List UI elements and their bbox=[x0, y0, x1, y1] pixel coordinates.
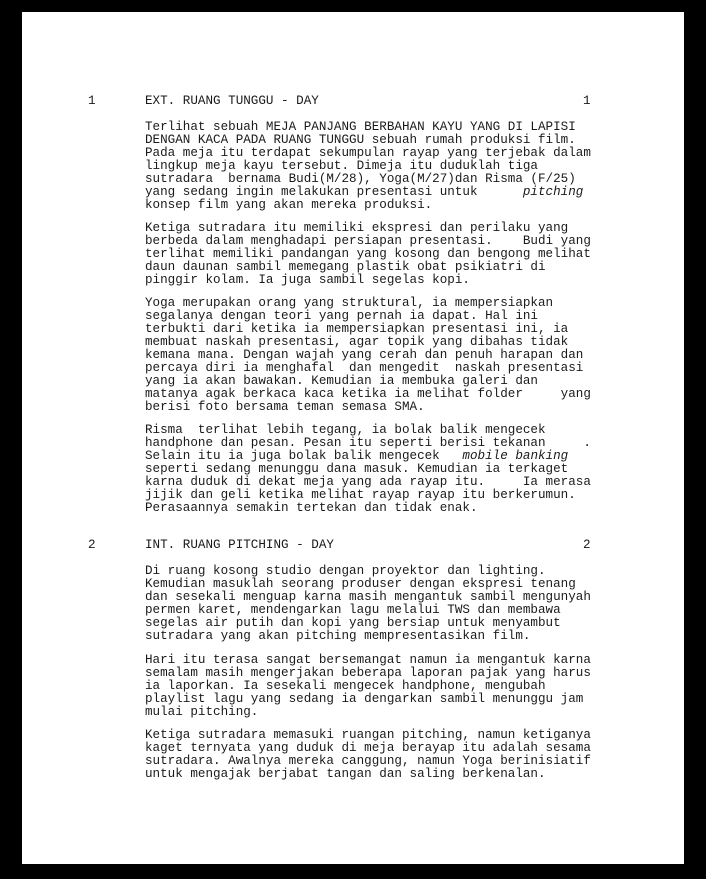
action-line: pinggir kolam. Ia juga sambil segelas kopi. bbox=[145, 272, 470, 287]
action-paragraph bbox=[145, 424, 590, 515]
action-line: berisi foto bersama teman semasa SMA. bbox=[145, 399, 425, 414]
action-line: terlihat memiliki pandangan yang kosong dan bengong melihat bbox=[145, 246, 591, 261]
action-line: mulai pitching. bbox=[145, 704, 259, 719]
action-text: yang sedang ingin melakukan presentasi untuk bbox=[145, 184, 523, 199]
action-line: dan sesekali menguap karna masih mengantuk sambil mengunyah bbox=[145, 589, 591, 604]
action-line: ia laporkan. Ia sesekali mengecek handphone, mengubah bbox=[145, 678, 546, 693]
action-line: DENGAN KACA PADA RUANG TUNGGU sebuah rumah produksi film. bbox=[145, 132, 576, 147]
action-paragraph bbox=[145, 565, 590, 643]
action-line: Hari itu terasa sangat bersemangat namun ia mengantuk karna bbox=[145, 653, 591, 667]
action-paragraph bbox=[145, 121, 590, 212]
scene-heading: EXT. RUANG TUNGGU - DAY bbox=[145, 94, 319, 108]
action-line: Ketiga sutradara itu memiliki ekspresi dan perilaku yang bbox=[145, 221, 569, 235]
action-paragraph bbox=[145, 297, 590, 413]
action-line: seperti sedang menunggu dana masuk. Kemudian ia terkaget bbox=[145, 461, 569, 476]
action-line: Kemudian masuklah seorang produser dengan ekspresi tenang bbox=[145, 576, 576, 591]
screenplay-page bbox=[22, 12, 684, 864]
action-line: semalam masih mengerjakan beberapa laporan pajak yang harus bbox=[145, 665, 591, 680]
action-line bbox=[145, 450, 590, 463]
scene-number-right: 2 bbox=[583, 538, 591, 552]
action-line: sutradara bernama Budi(M/28), Yoga(M/27)dan Risma (F/25) bbox=[145, 171, 576, 186]
scene-number-right: 1 bbox=[583, 94, 591, 108]
action-line: kemana mana. Dengan wajah yang cerah dan penuh harapan dan bbox=[145, 347, 584, 362]
action-line: berbeda dalam menghadapi persiapan presentasi. Budi yang bbox=[145, 233, 591, 248]
action-paragraph bbox=[145, 729, 590, 781]
action-line: jijik dan geli ketika melihat rayap rayap itu berkerumun. bbox=[145, 487, 576, 502]
action-line: Ketiga sutradara memasuki ruangan pitching, namun ketiganya bbox=[145, 728, 591, 742]
action-line: Perasaannya semakin tertekan dan tidak enak. bbox=[145, 500, 478, 515]
action-line: segelas air putih dan kopi yang bersiap untuk menyambut bbox=[145, 615, 561, 630]
action-line: yang ia akan bawakan. Kemudian ia membuka galeri dan bbox=[145, 373, 538, 388]
action-line: untuk mengajak berjabat tangan dan saling berkenalan. bbox=[145, 766, 546, 781]
action-line: konsep film yang akan mereka produksi. bbox=[145, 197, 433, 212]
italic-term: mobile banking bbox=[462, 448, 569, 463]
action-line: lingkup meja kayu tersebut. Dimeja itu duduklah tiga bbox=[145, 158, 538, 173]
action-text: Selain itu ia juga bolak balik mengecek bbox=[145, 448, 463, 463]
action-line: Pada meja itu terdapat sekumpulan rayap yang terjebak dalam bbox=[145, 145, 591, 160]
action-line: Di ruang kosong studio dengan proyektor dan lighting. bbox=[145, 564, 546, 578]
action-line: Risma terlihat lebih tegang, ia bolak balik mengecek bbox=[145, 423, 546, 437]
scene-number-left: 1 bbox=[88, 94, 96, 108]
scene-heading: INT. RUANG PITCHING - DAY bbox=[145, 538, 334, 552]
action-paragraph bbox=[145, 654, 590, 719]
action-line: daun daunan sambil memegang plastik obat psikiatri di bbox=[145, 259, 546, 274]
italic-term: pitching bbox=[522, 184, 584, 199]
action-line: sutradara. Awalnya mereka canggung, namun Yoga berinisiatif bbox=[145, 753, 591, 768]
action-line: sutradara yang akan pitching mempresentasikan film. bbox=[145, 628, 531, 643]
action-line: handphone dan pesan. Pesan itu seperti berisi tekanan . bbox=[145, 435, 591, 450]
action-line: karna duduk di dekat meja yang ada rayap itu. Ia merasa bbox=[145, 474, 591, 489]
action-line: permen karet, mendengarkan lagu melalui TWS dan membawa bbox=[145, 602, 561, 617]
action-line: segalanya dengan teori yang pernah ia dapat. Hal ini bbox=[145, 308, 538, 323]
action-line bbox=[145, 186, 590, 199]
action-line: Terlihat sebuah MEJA PANJANG BERBAHAN KAYU YANG DI LAPISI bbox=[145, 120, 576, 134]
action-line: percaya diri ia menghafal dan mengedit naskah presentasi bbox=[145, 360, 584, 375]
action-line: kaget ternyata yang duduk di meja berayap itu adalah sesama bbox=[145, 740, 591, 755]
action-paragraph bbox=[145, 222, 590, 287]
action-line: terbukti dari ketika ia mempersiapkan presentasi ini, ia bbox=[145, 321, 569, 336]
action-line: membuat naskah presentasi, agar topik yang dibahas tidak bbox=[145, 334, 569, 349]
scene-number-left: 2 bbox=[88, 538, 96, 552]
action-line: Yoga merupakan orang yang struktural, ia mempersiapkan bbox=[145, 296, 554, 310]
action-line: matanya agak berkaca kaca ketika ia melihat folder yang bbox=[145, 386, 591, 401]
action-line: playlist lagu yang sedang ia dengarkan sambil menunggu jam bbox=[145, 691, 584, 706]
